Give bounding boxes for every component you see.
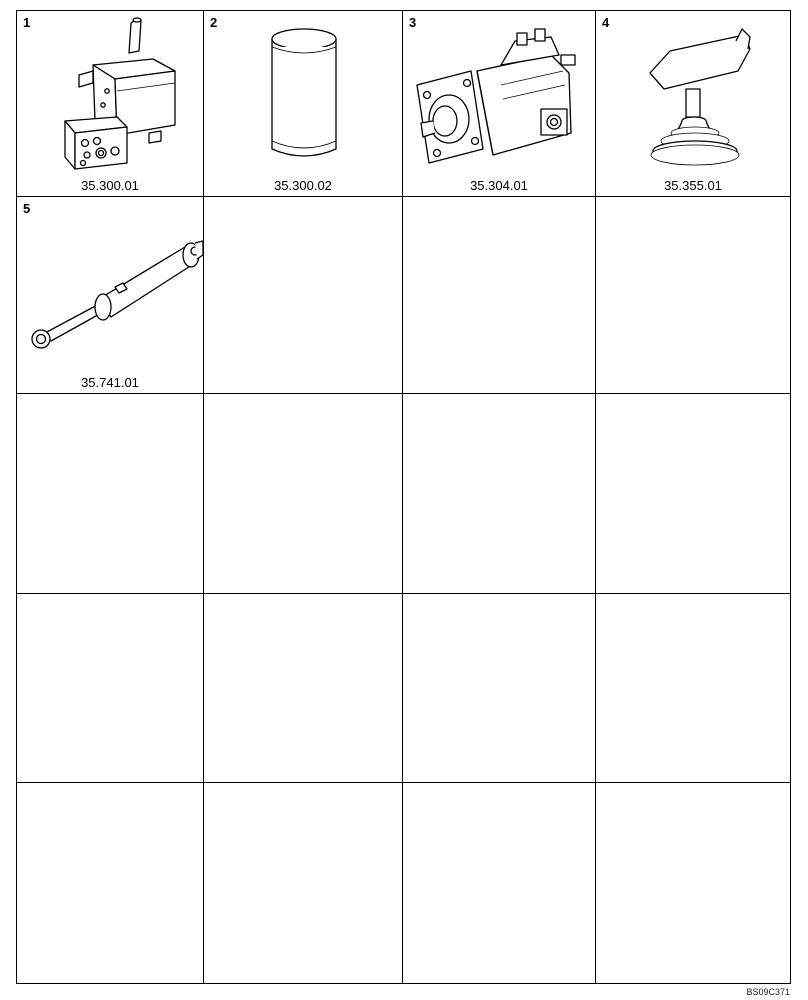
joystick-control-icon bbox=[640, 21, 760, 171]
hydraulic-tank-icon bbox=[57, 13, 187, 171]
empty-cell bbox=[17, 783, 203, 983]
hydraulic-pump-icon bbox=[411, 25, 589, 171]
empty-cell bbox=[17, 394, 203, 593]
empty-cell bbox=[402, 197, 595, 393]
empty-cell bbox=[402, 783, 595, 983]
part-code: 35.741.01 bbox=[81, 375, 139, 390]
empty-cell bbox=[203, 783, 402, 983]
part-cell-2[interactable] bbox=[203, 11, 402, 196]
empty-cell bbox=[595, 594, 790, 782]
filter-cartridge-icon bbox=[266, 25, 342, 165]
empty-cell bbox=[17, 594, 203, 782]
hydraulic-cylinder-icon bbox=[19, 229, 203, 359]
part-cell-5[interactable] bbox=[17, 197, 203, 393]
empty-cell bbox=[203, 394, 402, 593]
reference-code: BS09C371 bbox=[746, 987, 790, 997]
part-code: 35.300.02 bbox=[274, 178, 332, 193]
part-number: 3 bbox=[409, 15, 417, 30]
empty-cell bbox=[203, 197, 402, 393]
grid-row-5 bbox=[17, 782, 790, 983]
part-code: 35.304.01 bbox=[470, 178, 528, 193]
grid-row-2 bbox=[17, 196, 790, 393]
part-number: 5 bbox=[23, 201, 31, 216]
empty-cell bbox=[595, 783, 790, 983]
empty-cell bbox=[203, 594, 402, 782]
empty-cell bbox=[402, 594, 595, 782]
part-number: 1 bbox=[23, 15, 31, 30]
empty-cell bbox=[595, 394, 790, 593]
part-code: 35.300.01 bbox=[81, 178, 139, 193]
grid-row-1 bbox=[17, 11, 790, 196]
part-code: 35.355.01 bbox=[664, 178, 722, 193]
grid-row-4 bbox=[17, 593, 790, 782]
part-cell-1[interactable] bbox=[17, 11, 203, 196]
part-number: 4 bbox=[602, 15, 610, 30]
part-cell-4[interactable] bbox=[595, 11, 790, 196]
part-number: 2 bbox=[210, 15, 218, 30]
empty-cell bbox=[595, 197, 790, 393]
parts-grid bbox=[16, 10, 791, 984]
grid-row-3 bbox=[17, 393, 790, 593]
empty-cell bbox=[402, 394, 595, 593]
part-cell-3[interactable] bbox=[402, 11, 595, 196]
